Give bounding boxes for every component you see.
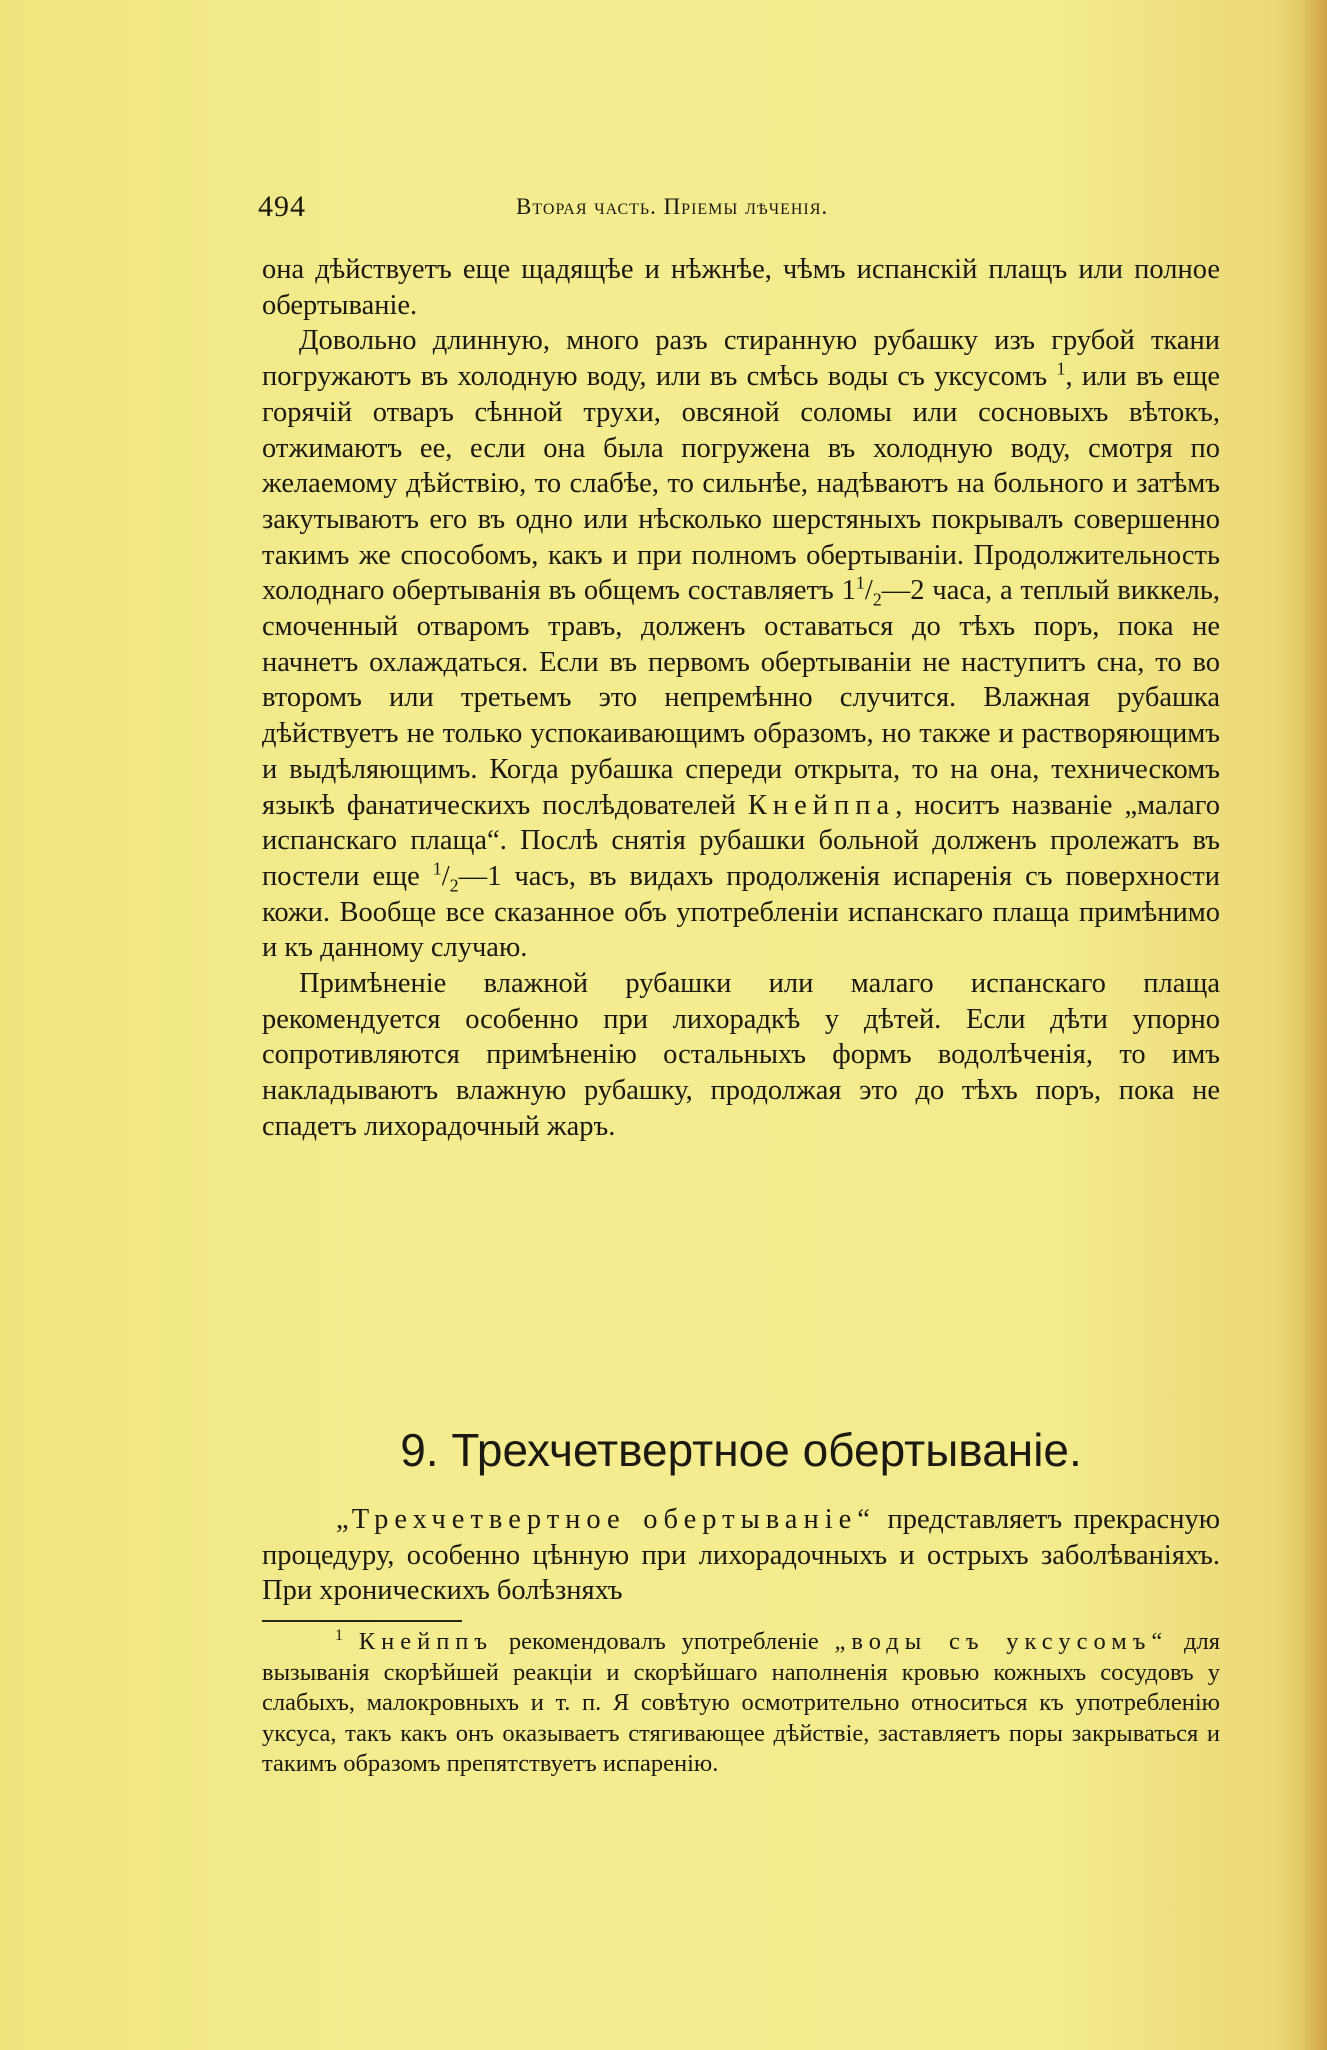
section-text <box>262 1502 1220 1609</box>
paragraph-text: —2 часа, а теплый виккель, смоченный отваромъ травъ, долженъ оставаться до тѣхъ поръ, пока не начнетъ охлаждаться. Если въ первомъ обертываніи не наступитъ сна, то во второмъ или третьемъ это непремѣнно случится. Влажная рубашка дѣйствуетъ не только успокаивающимъ образомъ, но также и растворяющимъ и выдѣляющимъ. Когда рубашка спереди открыта, то на она, техническомъ языкѣ фанатическихъ послѣдователей <box>262 575 1220 821</box>
page-number: 494 <box>258 190 306 223</box>
main-text <box>262 252 1220 1145</box>
fraction-denominator: 2 <box>872 590 882 611</box>
paragraph <box>262 252 1220 323</box>
fraction-denominator: 2 <box>449 875 459 896</box>
spaced-name: Кнейппъ <box>358 1628 494 1655</box>
paragraph <box>262 966 1220 1145</box>
paragraph-text: , носитъ названіе „малаго испанскаго плаща“. Послѣ снятія рубашки больной долженъ пролежатъ въ постели еще <box>262 789 1220 892</box>
footnote <box>262 1627 1220 1780</box>
paragraph-text: —1 часъ, въ видахъ продолженія испаренія съ поверхности кожи. Вообще все сказанное объ употребленіи испанскаго плаща примѣнимо и къ данному случаю. <box>262 860 1221 964</box>
footnote-reference: 1 <box>1056 358 1066 379</box>
footnote-divider <box>262 1620 462 1622</box>
paragraph-text: Довольно длинную, много разъ стиранную рубашку изъ грубой ткани погружаютъ въ холодную воду, или въ смѣсь воды съ уксусомъ <box>262 325 1220 393</box>
fraction-numerator: 1 <box>432 858 442 879</box>
section-title: 9. Трехчетвертное обертываніе. <box>400 1424 1082 1476</box>
paragraph-text: Примѣненіе влажной рубашки или малаго испанскаго плаща рекомендуется особенно при лихорадкѣ у дѣтей. Если дѣти упорно сопротивляются примѣненію остальныхъ формъ водолѣченія, то имъ накладываютъ влажную рубашку, продолжая это до тѣхъ поръ, пока не спадетъ лихорадочный жаръ. <box>262 968 1220 1142</box>
spaced-name: Кнейппа <box>747 789 896 821</box>
paragraph-text: , или въ еще горячій отваръ сѣнной трухи, овсяной соломы или сосновыхъ вѣтокъ, отжимаютъ ее, если она была погружена въ холодную воду, смотря по желаемому дѣйствію, то слабѣе, то сильнѣе, надѣваютъ на больного и затѣмъ закутываютъ его въ одно или нѣсколько шерстяныхъ покрывалъ совершенно такимъ же способомъ, какъ и при полномъ обертываніи. Продолжительность холоднаго обертыванія въ общемъ составляетъ 1 <box>262 361 1220 607</box>
footnote-marker: 1 <box>335 1626 343 1644</box>
paragraph-text: представляетъ прекрасную процедуру, особенно цѣнную при лихорадочныхъ и острыхъ заболѣваніяхъ. При хроническихъ болѣзняхъ <box>262 1504 1220 1607</box>
footnote-text: для вызыванія скорѣйшей реакціи и скорѣйшаго наполненія кровью кожныхъ сосудовъ у слабыхъ, малокровныхъ и т. п. Я совѣтую осмотрительно относиться къ употребленію уксуса, такъ какъ онъ оказываетъ стягивающее дѣйствіе, заставляетъ поры закрываться и такимъ образомъ препятствуетъ испаренію. <box>262 1628 1221 1777</box>
footnote-paragraph <box>262 1627 1220 1780</box>
spaced-quote: „воды съ уксусомъ“ <box>834 1628 1169 1655</box>
page-header <box>258 190 1223 230</box>
page-edge-shadow <box>1301 0 1327 2050</box>
footnote-text: рекомендовалъ употребленіе <box>493 1628 835 1655</box>
spaced-term: „Трехчетвертное обертываніе“ <box>336 1504 876 1535</box>
fraction-numerator: 1 <box>855 572 865 593</box>
paragraph <box>262 1502 1220 1609</box>
running-head: Вторая часть. Пріемы лѣченія. <box>516 194 829 219</box>
paragraph-text: она дѣйствуетъ еще щадящѣе и нѣжнѣе, чѣмъ испанскій плащъ или полное обертываніе. <box>262 254 1220 321</box>
paragraph: Довольно длинную, много разъ стиранную рубашку изъ грубой ткани погружаютъ въ холодную воду, или въ смѣсь воды съ уксусомъ $^1$, или въ еще горячій отваръ сѣнной трухи, овсяной соломы или сосновыхъ вѣтокъ, отжимаютъ ее, если она была погружена въ холодную воду, смотря по желаемому дѣйствію, то слабѣе, то сильнѣе, надѣваютъ на больного и затѣмъ закутываютъ его въ одно или нѣсколько шерстяныхъ покрывалъ совершенно такимъ же способомъ, какъ и при полномъ обертываніи. Продолжительность холоднаго обертыванія въ общемъ составляетъ $1^1/_2—2$ часа, а теплый виккель, смоченный отваромъ травъ, долженъ оставаться до тѣхъ поръ, пока не начнетъ охлаждаться. Если въ первомъ обертываніи не наступитъ сна, то во второмъ или третьемъ это непремѣнно случится. Влажная рубашка дѣйствуетъ не только успокаивающимъ образомъ, но также и растворяющимъ и выдѣляющимъ. Когда рубашка спереди открыта, то на она, техническомъ языкѣ фанатическихъ послѣдователей Кнейппа, носитъ названіе „малаго испанскаго плаща“. Послѣ снятія рубашки больной долженъ пролежатъ въ постели еще $^1/_2—1$ часъ, въ видахъ продолженія испаренія съ поверхности кожи. Вообще все сказанное объ употребленіи испанскаго плаща примѣнимо и къ данному случаю. <box>262 325 1221 964</box>
